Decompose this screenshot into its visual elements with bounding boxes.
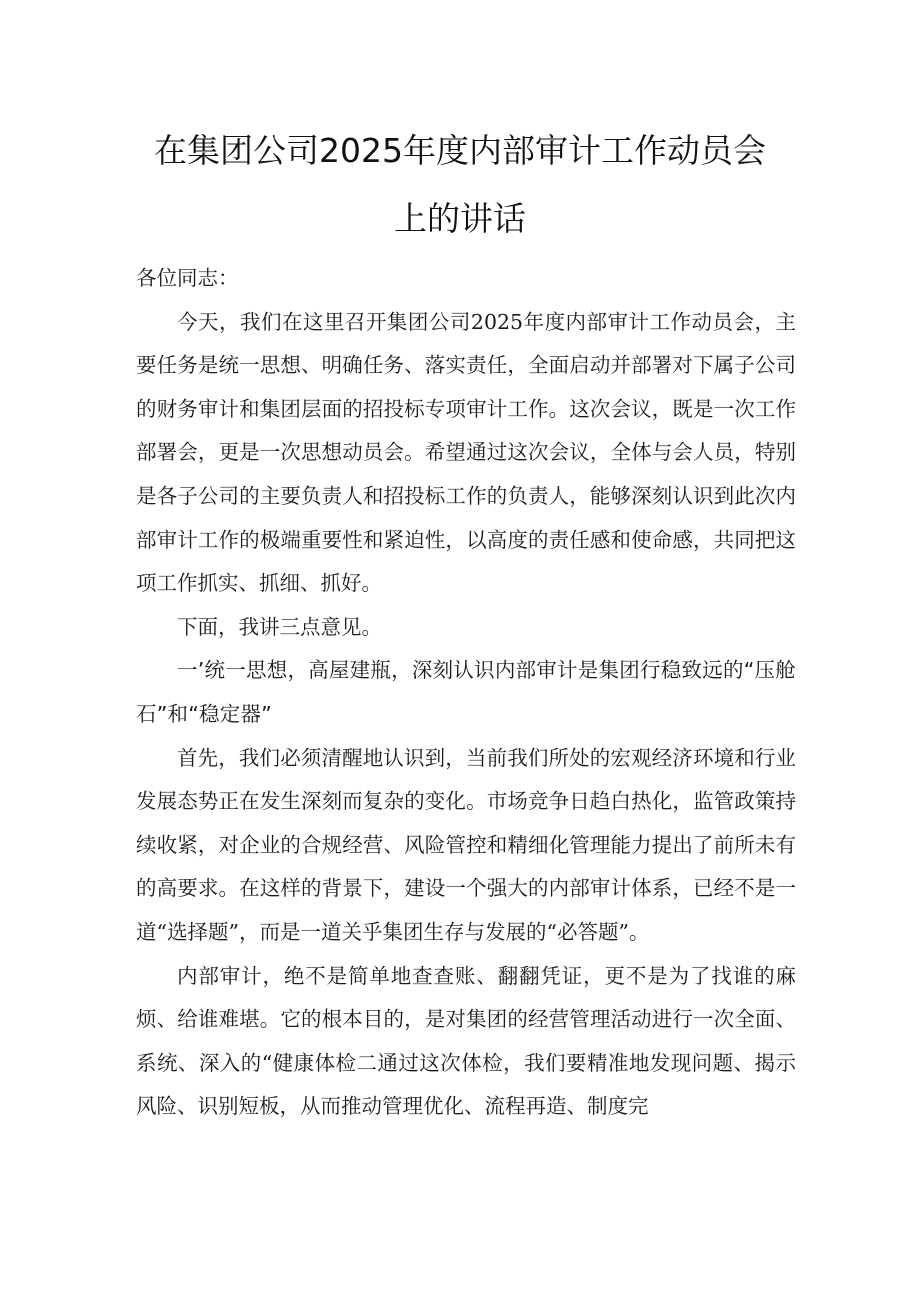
paragraph-section1-first: 首先，我们必须清醒地认识到，当前我们所处的宏观经济环境和行业发展态势正在发生深刻而复杂的变化。市场竞争日趋白热化，监管政策持续收紧，对企业的合规经营、风险管控和精细化管理能力提出了前所未有的高要求。在这样的背景下，建设一个强大的内部审计体系，已经不是一道“选择题”，而是一道关乎集团生存与发展的“必答题”。	[136, 745, 796, 944]
document-body	[136, 257, 796, 1129]
paragraph-three-points: 下面，我讲三点意见。	[177, 614, 382, 639]
document-title-line-1: 在集团公司2025年度内部审计工作动员会	[154, 131, 766, 170]
document-title-line-2: 上的讲话	[394, 199, 526, 238]
section-heading-1: 一’统一思想，高屋建瓶，深刻认识内部审计是集团行稳致远的“压舱石”和“稳定器”	[136, 658, 796, 726]
greeting: 各位同志：	[136, 266, 239, 290]
paragraph-opening: 今天，我们在这里召开集团公司2025年度内部审计工作动员会，主要任务是统一思想、明确任务、落实责任，全面启动并部署对下属子公司的财务审计和集团层面的招投标专项审计工作。这次会议，既是一次工作部署会，更是一次思想动员会。希望通过这次会议，全体与会人员，特别是各子公司的主要负责人和招投标工作的负责人，能够深刻认识到此次内部审计工作的极端重要性和紧迫性，以高度的责任感和使命感，共同把这项工作抓实、抓细、抓好。	[136, 309, 796, 596]
paragraph-section1-second: 内部审计，绝不是简单地查查账、翻翻凭证，更不是为了找谁的麻烦、给谁难堪。它的根本目的，是对集团的经营管理活动进行一次全面、系统、深入的“健康体检二通过这次体检，我们要精准地发现问题、揭示风险、识别短板，从而推动管理优化、流程再造、制度完	[136, 963, 796, 1119]
